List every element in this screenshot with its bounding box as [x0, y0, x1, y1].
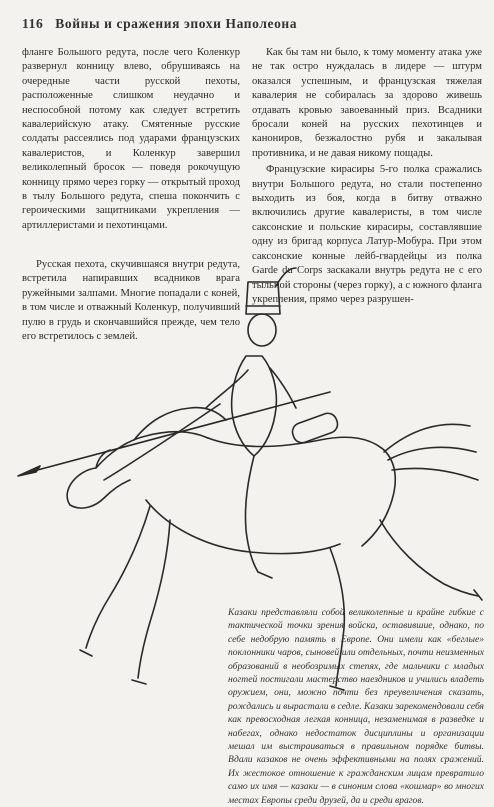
caption-text: Казаки представляли собой великолепные и крайне гибкие с тактической точки зрения войска, оставившие, однако, по себе недобрую память в Европе. Они имели как «беглые» поклонники чаров, сыновей или отдельных, почти неизменных образований в необозримых степях, где мальчики с младых ногтей постигали мастерство наездников и учились владеть оружием, они, можно почти без преувеличения сказать, рождались и вырастали в седле. Казаки зарекомендовали себя как превосходная легкая конница, незаменимая в разведке и набегах, однако недостаток дисциплины и организации мешал им выстраиваться в правильном порядке битвы. Вдали казаков не очень эффективными на полях сражений. Их жестокое отношение к гражданским лицам превратило само их имя — казаки — в синоним слова «кошмар» во многих местах Европы среди друзей, да и среди врагов. — [228, 607, 484, 806]
page-number: 116 — [22, 16, 44, 31]
rider-head — [248, 314, 276, 346]
rider-torso — [232, 356, 277, 456]
illustration-caption — [228, 606, 484, 807]
lance-tip — [18, 466, 40, 476]
right-paragraph-2: Французские кирасиры 5-го полка сражались внутри Большого редута, но стали постепенно выходить из боя, когда в битву отважно включились другие кавалеристы, в том числе саксонские и польские кирасиры, составлявшие одну из бригад корпуса Латур-Мобура. При этом саксонские конные лейб-гвардейцы из полка Garde du Corps заскакали внутрь редута не с его тыльной стороны (через горку), а с южного фланга укрепления, прямо через разрушен- — [252, 164, 482, 305]
rider-leg — [245, 456, 258, 572]
right-paragraph-1: Как бы там ни было, к тому моменту атака уже не так остро нуждалась в лидере — штурм оказался успешным, и французская тяжелая кавалерия не собиралась за здорово живешь отдавать кровью завоеванный приз. Всадники бросали коней на русских пехотинцев и канониров, безжалостно рубя и закалывая противника, и не давая никому пощады. — [252, 47, 482, 159]
horse-front-leg — [86, 506, 150, 648]
left-paragraph-2: Русская пехота, скучившаяся внутри редута, встретила напиравших всадников врага ружейными залпами. Многие попадали с коней, в том числе и отважный Коленкур, получивший пулю в грудь и скончавшийся прежде, чем тело его встретилось с землей. — [22, 259, 240, 343]
horse-body — [208, 437, 395, 546]
saddle-roll — [290, 411, 340, 446]
header-title: Войны и сражения эпохи Наполеона — [55, 16, 298, 31]
rider-arm — [206, 370, 248, 408]
left-paragraph-1: фланге Большого редута, после чего Коленкур развернул конницу влево, обрушиваясь на очередные части русской пехоты, расположенные слишком неудачно и неспособной потому как следует встретить кавалерийскую атаку. Смятенные русские солдаты рассеялись под ударами французских кавалеристов, и Коленкур завершил великолепный бросок — поведя рокочущую конницу прямо через горку — открытый проход в тылу Большого редута, спеша покончить с героическими защитниками укрепления — артиллеристами и пехотинцами. — [22, 47, 240, 231]
rider-hat — [246, 282, 280, 314]
horse-tail — [384, 424, 478, 480]
